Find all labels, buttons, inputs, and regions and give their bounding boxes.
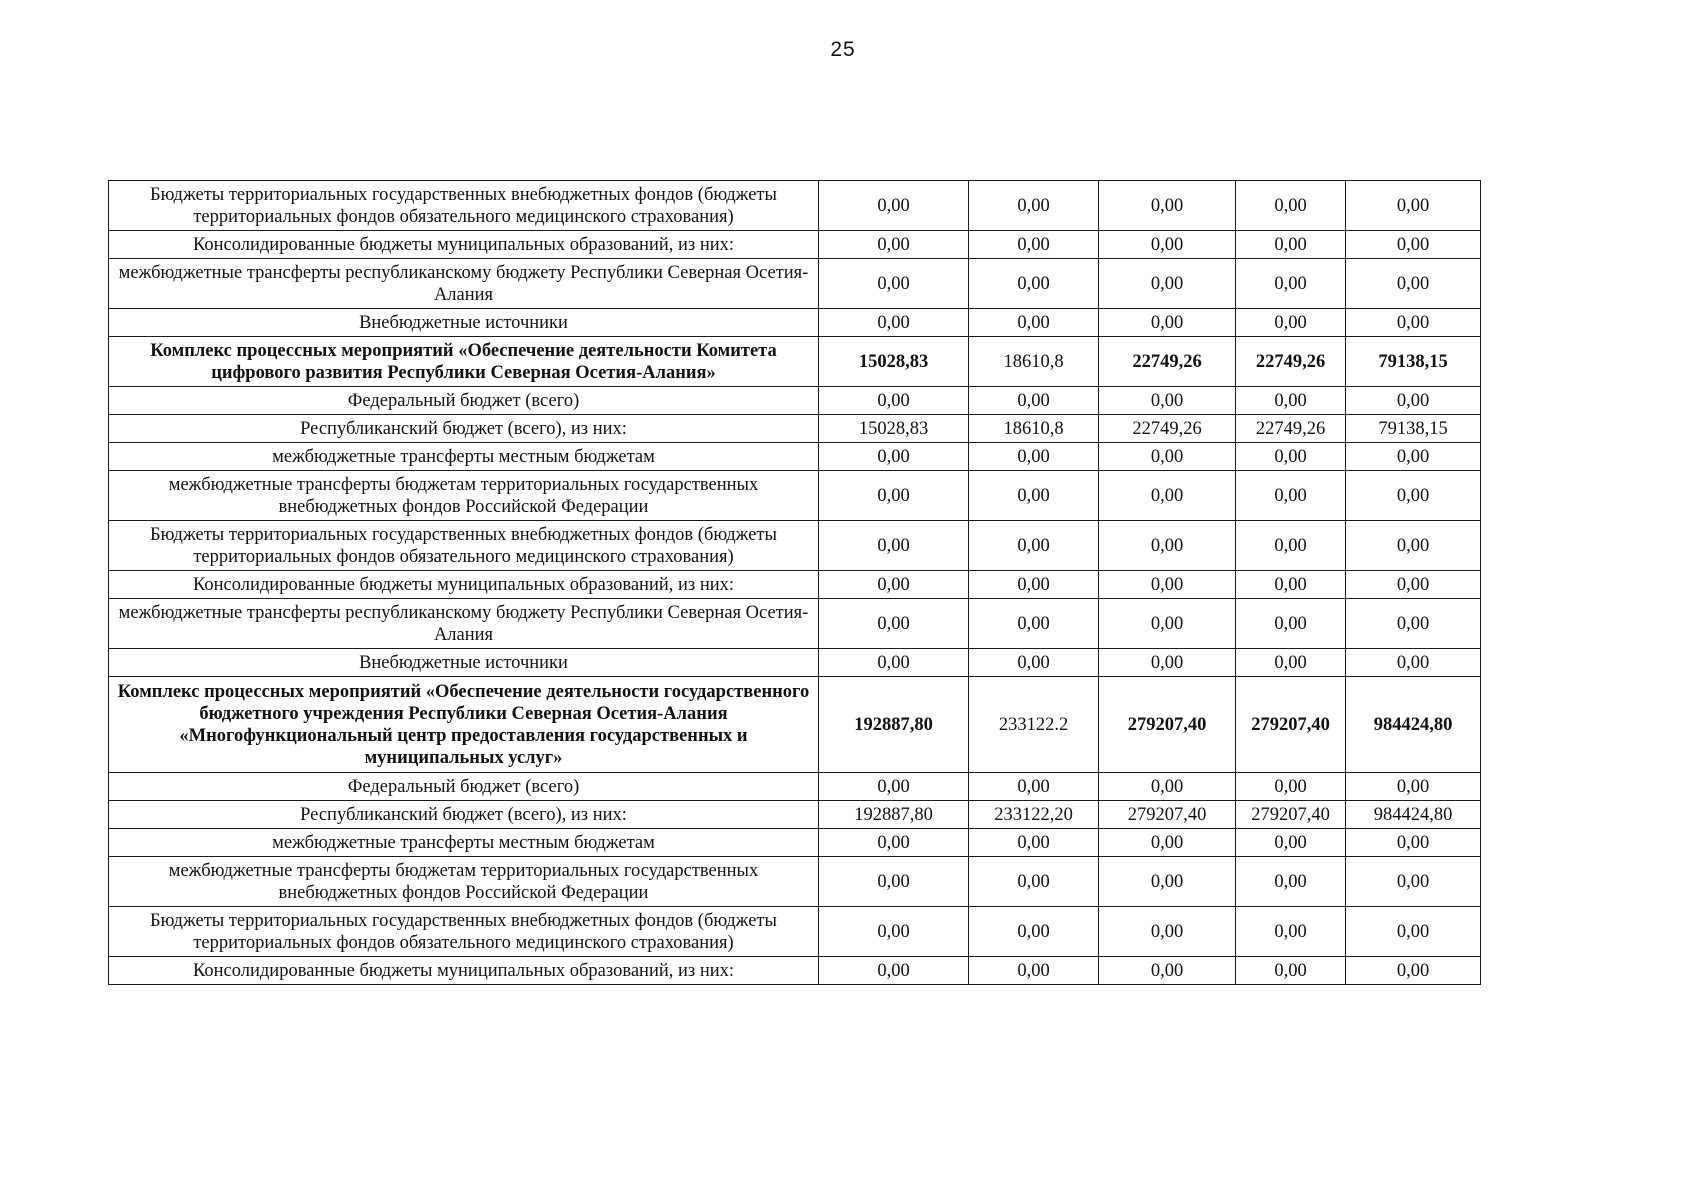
table-row xyxy=(109,857,1481,907)
row-value-4: 0,00 xyxy=(1236,571,1346,599)
row-value-5: 984424,80 xyxy=(1346,677,1481,773)
table-row xyxy=(109,801,1481,829)
row-value-1: 0,00 xyxy=(819,471,969,521)
row-value-3: 0,00 xyxy=(1099,907,1236,957)
row-value-1: 0,00 xyxy=(819,773,969,801)
row-label: межбюджетные трансферты местным бюджетам xyxy=(109,443,819,471)
row-value-3: 0,00 xyxy=(1099,231,1236,259)
row-value-1: 0,00 xyxy=(819,857,969,907)
row-value-1: 15028,83 xyxy=(819,415,969,443)
row-value-1: 0,00 xyxy=(819,571,969,599)
row-value-1: 0,00 xyxy=(819,309,969,337)
row-value-2: 0,00 xyxy=(969,521,1099,571)
row-value-1: 0,00 xyxy=(819,957,969,985)
row-label: Федеральный бюджет (всего) xyxy=(109,387,819,415)
row-value-4: 0,00 xyxy=(1236,309,1346,337)
row-value-3: 0,00 xyxy=(1099,599,1236,649)
row-value-3: 279207,40 xyxy=(1099,801,1236,829)
row-label: Комплекс процессных мероприятий «Обеспечение деятельности государственного бюджетного учреждения Республики Северная Осетия-Алания «Многофункциональный центр предоставления государственных и муниципальных услуг» xyxy=(109,677,819,773)
table-row xyxy=(109,387,1481,415)
row-value-2: 233122.2 xyxy=(969,677,1099,773)
row-value-3: 0,00 xyxy=(1099,957,1236,985)
row-value-2: 18610,8 xyxy=(969,337,1099,387)
row-label: Консолидированные бюджеты муниципальных образований, из них: xyxy=(109,231,819,259)
page-number: 25 xyxy=(830,38,856,61)
row-value-5: 79138,15 xyxy=(1346,337,1481,387)
row-value-3: 0,00 xyxy=(1099,649,1236,677)
row-label: межбюджетные трансферты бюджетам территориальных государственных внебюджетных фондов Российской Федерации xyxy=(109,857,819,907)
table-row xyxy=(109,907,1481,957)
row-label: Республиканский бюджет (всего), из них: xyxy=(109,801,819,829)
row-value-2: 0,00 xyxy=(969,471,1099,521)
row-value-3: 0,00 xyxy=(1099,309,1236,337)
row-value-1: 0,00 xyxy=(819,649,969,677)
row-value-5: 0,00 xyxy=(1346,829,1481,857)
row-label: Внебюджетные источники xyxy=(109,649,819,677)
row-value-2: 0,00 xyxy=(969,231,1099,259)
row-value-4: 279207,40 xyxy=(1236,801,1346,829)
row-value-3: 0,00 xyxy=(1099,259,1236,309)
row-value-1: 0,00 xyxy=(819,387,969,415)
row-value-2: 0,00 xyxy=(969,259,1099,309)
row-value-2: 0,00 xyxy=(969,773,1099,801)
row-value-2: 0,00 xyxy=(969,599,1099,649)
row-value-1: 0,00 xyxy=(819,259,969,309)
table-row xyxy=(109,471,1481,521)
row-value-1: 0,00 xyxy=(819,599,969,649)
row-value-2: 0,00 xyxy=(969,443,1099,471)
row-value-5: 0,00 xyxy=(1346,387,1481,415)
row-label: Бюджеты территориальных государственных внебюджетных фондов (бюджеты территориальных фондов обязательного медицинского страхования) xyxy=(109,907,819,957)
row-label: Консолидированные бюджеты муниципальных образований, из них: xyxy=(109,571,819,599)
row-value-2: 0,00 xyxy=(969,387,1099,415)
row-label: Бюджеты территориальных государственных внебюджетных фондов (бюджеты территориальных фондов обязательного медицинского страхования) xyxy=(109,181,819,231)
row-value-1: 192887,80 xyxy=(819,677,969,773)
row-value-5: 0,00 xyxy=(1346,181,1481,231)
row-value-5: 984424,80 xyxy=(1346,801,1481,829)
row-value-2: 0,00 xyxy=(969,181,1099,231)
budget-table xyxy=(108,180,1481,985)
row-value-5: 0,00 xyxy=(1346,443,1481,471)
table-row-section xyxy=(109,337,1481,387)
row-label: межбюджетные трансферты республиканскому бюджету Республики Северная Осетия-Алания xyxy=(109,599,819,649)
row-value-4: 0,00 xyxy=(1236,471,1346,521)
row-value-4: 22749,26 xyxy=(1236,337,1346,387)
row-label: межбюджетные трансферты республиканскому бюджету Республики Северная Осетия-Алания xyxy=(109,259,819,309)
row-value-3: 0,00 xyxy=(1099,181,1236,231)
row-value-1: 0,00 xyxy=(819,181,969,231)
table-row xyxy=(109,773,1481,801)
row-value-4: 0,00 xyxy=(1236,829,1346,857)
row-value-5: 0,00 xyxy=(1346,521,1481,571)
row-value-1: 0,00 xyxy=(819,231,969,259)
row-label: Федеральный бюджет (всего) xyxy=(109,773,819,801)
row-value-5: 0,00 xyxy=(1346,857,1481,907)
row-value-3: 0,00 xyxy=(1099,571,1236,599)
row-label: межбюджетные трансферты местным бюджетам xyxy=(109,829,819,857)
row-value-2: 0,00 xyxy=(969,829,1099,857)
row-value-1: 0,00 xyxy=(819,907,969,957)
row-value-1: 192887,80 xyxy=(819,801,969,829)
table-row xyxy=(109,829,1481,857)
table-row xyxy=(109,309,1481,337)
row-value-4: 0,00 xyxy=(1236,957,1346,985)
row-value-4: 0,00 xyxy=(1236,773,1346,801)
row-value-4: 0,00 xyxy=(1236,599,1346,649)
row-value-3: 279207,40 xyxy=(1099,677,1236,773)
table-row xyxy=(109,599,1481,649)
row-value-5: 0,00 xyxy=(1346,309,1481,337)
row-value-4: 0,00 xyxy=(1236,443,1346,471)
row-value-3: 0,00 xyxy=(1099,443,1236,471)
row-value-4: 0,00 xyxy=(1236,521,1346,571)
row-value-2: 0,00 xyxy=(969,857,1099,907)
row-label: Бюджеты территориальных государственных внебюджетных фондов (бюджеты территориальных фондов обязательного медицинского страхования) xyxy=(109,521,819,571)
row-value-3: 22749,26 xyxy=(1099,415,1236,443)
row-value-2: 0,00 xyxy=(969,907,1099,957)
row-label: Внебюджетные источники xyxy=(109,309,819,337)
budget-table-body xyxy=(109,181,1481,985)
row-value-4: 0,00 xyxy=(1236,857,1346,907)
table-row xyxy=(109,649,1481,677)
table-row xyxy=(109,521,1481,571)
row-value-5: 0,00 xyxy=(1346,907,1481,957)
row-value-3: 22749,26 xyxy=(1099,337,1236,387)
row-value-4: 22749,26 xyxy=(1236,415,1346,443)
row-value-1: 0,00 xyxy=(819,521,969,571)
row-value-1: 0,00 xyxy=(819,443,969,471)
row-value-1: 15028,83 xyxy=(819,337,969,387)
row-value-3: 0,00 xyxy=(1099,387,1236,415)
row-value-5: 0,00 xyxy=(1346,649,1481,677)
row-value-3: 0,00 xyxy=(1099,773,1236,801)
row-value-5: 0,00 xyxy=(1346,471,1481,521)
row-value-3: 0,00 xyxy=(1099,857,1236,907)
row-value-4: 0,00 xyxy=(1236,649,1346,677)
row-value-1: 0,00 xyxy=(819,829,969,857)
row-value-3: 0,00 xyxy=(1099,829,1236,857)
row-value-5: 0,00 xyxy=(1346,259,1481,309)
row-value-4: 0,00 xyxy=(1236,259,1346,309)
row-value-2: 18610,8 xyxy=(969,415,1099,443)
row-value-3: 0,00 xyxy=(1099,521,1236,571)
table-row xyxy=(109,231,1481,259)
table-row-section xyxy=(109,677,1481,773)
row-value-4: 279207,40 xyxy=(1236,677,1346,773)
row-value-2: 0,00 xyxy=(969,649,1099,677)
table-row xyxy=(109,259,1481,309)
table-row xyxy=(109,415,1481,443)
row-label: Республиканский бюджет (всего), из них: xyxy=(109,415,819,443)
row-value-2: 0,00 xyxy=(969,957,1099,985)
table-row xyxy=(109,957,1481,985)
row-value-5: 0,00 xyxy=(1346,957,1481,985)
row-value-5: 79138,15 xyxy=(1346,415,1481,443)
table-row xyxy=(109,181,1481,231)
row-label: Консолидированные бюджеты муниципальных образований, из них: xyxy=(109,957,819,985)
row-label: межбюджетные трансферты бюджетам территориальных государственных внебюджетных фондов Российской Федерации xyxy=(109,471,819,521)
row-value-2: 0,00 xyxy=(969,309,1099,337)
row-value-5: 0,00 xyxy=(1346,571,1481,599)
row-value-2: 233122,20 xyxy=(969,801,1099,829)
row-value-4: 0,00 xyxy=(1236,231,1346,259)
row-label: Комплекс процессных мероприятий «Обеспечение деятельности Комитета цифрового развития Республики Северная Осетия-Алания» xyxy=(109,337,819,387)
row-value-5: 0,00 xyxy=(1346,773,1481,801)
row-value-5: 0,00 xyxy=(1346,231,1481,259)
row-value-4: 0,00 xyxy=(1236,907,1346,957)
table-row xyxy=(109,571,1481,599)
row-value-5: 0,00 xyxy=(1346,599,1481,649)
table-row xyxy=(109,443,1481,471)
row-value-2: 0,00 xyxy=(969,571,1099,599)
row-value-3: 0,00 xyxy=(1099,471,1236,521)
row-value-4: 0,00 xyxy=(1236,387,1346,415)
row-value-4: 0,00 xyxy=(1236,181,1346,231)
